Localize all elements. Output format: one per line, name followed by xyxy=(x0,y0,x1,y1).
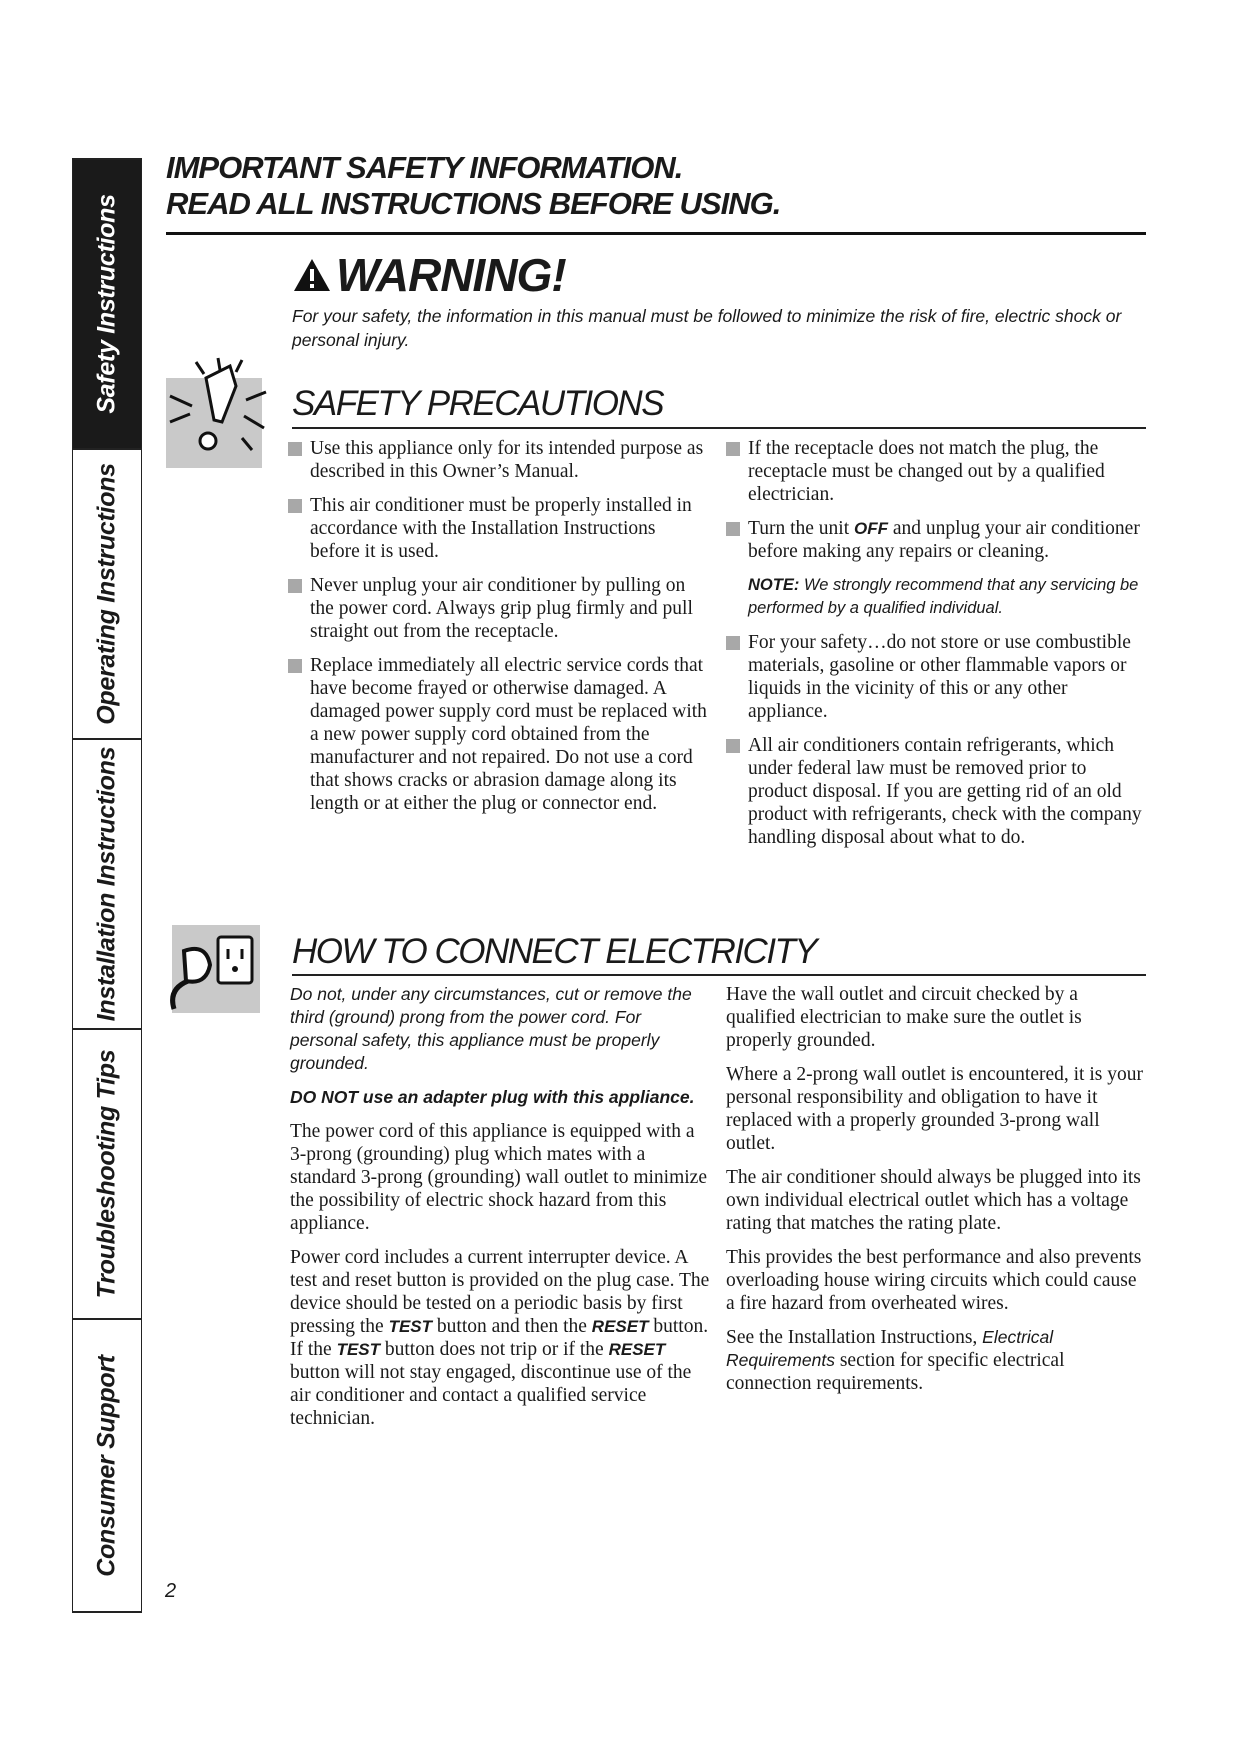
requirements-reference: See the Installation Instructions, Electrical Requirements section for specific electrical connection requirements. xyxy=(726,1327,1065,1394)
outlet-check-paragraph: Have the wall outlet and circuit checked by a qualified electrician to make sure the outlet is properly grounded. xyxy=(726,984,1082,1051)
electricity-right-column xyxy=(726,983,1146,1406)
safety-precautions-title: SAFETY PRECAUTIONS xyxy=(292,384,664,423)
list-item: This air conditioner must be properly installed in accordance with the Installation Instructions before it is used. xyxy=(288,494,708,563)
two-prong-paragraph: Where a 2-prong wall outlet is encountered, it is your personal responsibility and obligation to have it replaced with a properly grounded 3-prong wall outlet. xyxy=(726,1064,1143,1154)
safety-left-column xyxy=(288,437,708,826)
tab-label: Safety Instructions xyxy=(92,194,121,414)
power-cord-paragraph: The power cord of this appliance is equipped with a 3-prong (grounding) plug which mates with a standard 3-prong (grounding) wall outlet to minimize the possibility of electric shock hazard from this appliance. xyxy=(290,1121,707,1234)
safety-right-column xyxy=(726,437,1146,860)
tab-label: Operating Instructions xyxy=(92,463,121,725)
connect-electricity-title: HOW TO CONNECT ELECTRICITY xyxy=(292,932,817,971)
warning-heading xyxy=(292,248,566,302)
safety-precautions-rule xyxy=(292,427,1146,429)
list-item: Turn the unit OFF and unplug your air conditioner before making any repairs or cleaning. xyxy=(726,517,1146,563)
tab-label: Consumer Support xyxy=(92,1354,121,1577)
tab-label: Installation Instructions xyxy=(92,746,121,1022)
page-header xyxy=(166,150,1146,222)
list-item: Use this appliance only for its intended purpose as described in this Owner’s Manual. xyxy=(288,437,708,483)
header-line-2: READ ALL INSTRUCTIONS BEFORE USING. xyxy=(166,186,781,221)
service-note: NOTE: We strongly recommend that any servicing be performed by a qualified individual. xyxy=(748,576,1139,617)
list-item: Replace immediately all electric service cords that have become frayed or otherwise damaged. A damaged power supply cord must be replaced with a new power supply cord obtained from the manufacturer and not repaired. Do not use a cord that shows cracks or abrasion damage along its length or at either the plug or connector end. xyxy=(288,654,708,815)
plug-outlet-icon xyxy=(166,925,262,1017)
list-item: All air conditioners contain refrigerants, which under federal law must be removed prior to product disposal. If you are getting rid of an old product with refrigerants, check with the company handling disposal about what to do. xyxy=(726,734,1146,849)
tab-operating-instructions[interactable] xyxy=(73,448,141,738)
warning-triangle-icon xyxy=(292,257,332,293)
warning-title: WARNING! xyxy=(336,249,566,301)
ground-prong-warning: Do not, under any circumstances, cut or remove the third (ground) prong from the power cord. For personal safety, this appliance must be properly grounded. xyxy=(290,984,692,1073)
header-rule xyxy=(166,232,1146,235)
list-item: Never unplug your air conditioner by pulling on the power cord. Always grip plug firmly and pull straight out from the receptacle. xyxy=(288,574,708,643)
interrupter-paragraph: Power cord includes a current interrupter device. A test and reset button is provided on the plug case. The device should be tested on a periodic basis by first pressing the TEST button and then the RESET button. If the TEST button does not trip or if the RESET button will not stay engaged, discontinue use of the air conditioner and contact a qualified service technician. xyxy=(290,1247,710,1429)
adapter-warning: DO NOT use an adapter plug with this appliance. xyxy=(290,1087,695,1107)
tab-label: Troubleshooting Tips xyxy=(92,1049,121,1299)
connect-electricity-rule xyxy=(292,974,1146,976)
page-number: 2 xyxy=(165,1580,177,1602)
list-item: For your safety…do not store or use combustible materials, gasoline or other flammable vapors or liquids in the vicinity of this or any other appliance. xyxy=(726,631,1146,723)
tab-installation-instructions[interactable] xyxy=(73,738,141,1028)
warning-text: For your safety, the information in this manual must be followed to minimize the risk of fire, electric shock or personal injury. xyxy=(292,306,1122,350)
individual-outlet-paragraph: The air conditioner should always be plugged into its own individual electrical outlet which has a voltage rating that matches the rating plate. xyxy=(726,1167,1141,1234)
header-line-1: IMPORTANT SAFETY INFORMATION. xyxy=(166,150,683,185)
side-tab-bar xyxy=(72,158,142,1613)
tab-safety-instructions[interactable] xyxy=(73,158,141,448)
exclamation-alert-icon xyxy=(166,356,270,468)
list-item: If the receptacle does not match the plug, the receptacle must be changed out by a qualified electrician. xyxy=(726,437,1146,506)
electricity-left-column xyxy=(290,983,710,1441)
tab-troubleshooting-tips[interactable] xyxy=(73,1028,141,1318)
tab-consumer-support[interactable] xyxy=(73,1318,141,1611)
performance-paragraph: This provides the best performance and also prevents overloading house wiring circuits which could cause a fire hazard from overheated wires. xyxy=(726,1247,1142,1314)
